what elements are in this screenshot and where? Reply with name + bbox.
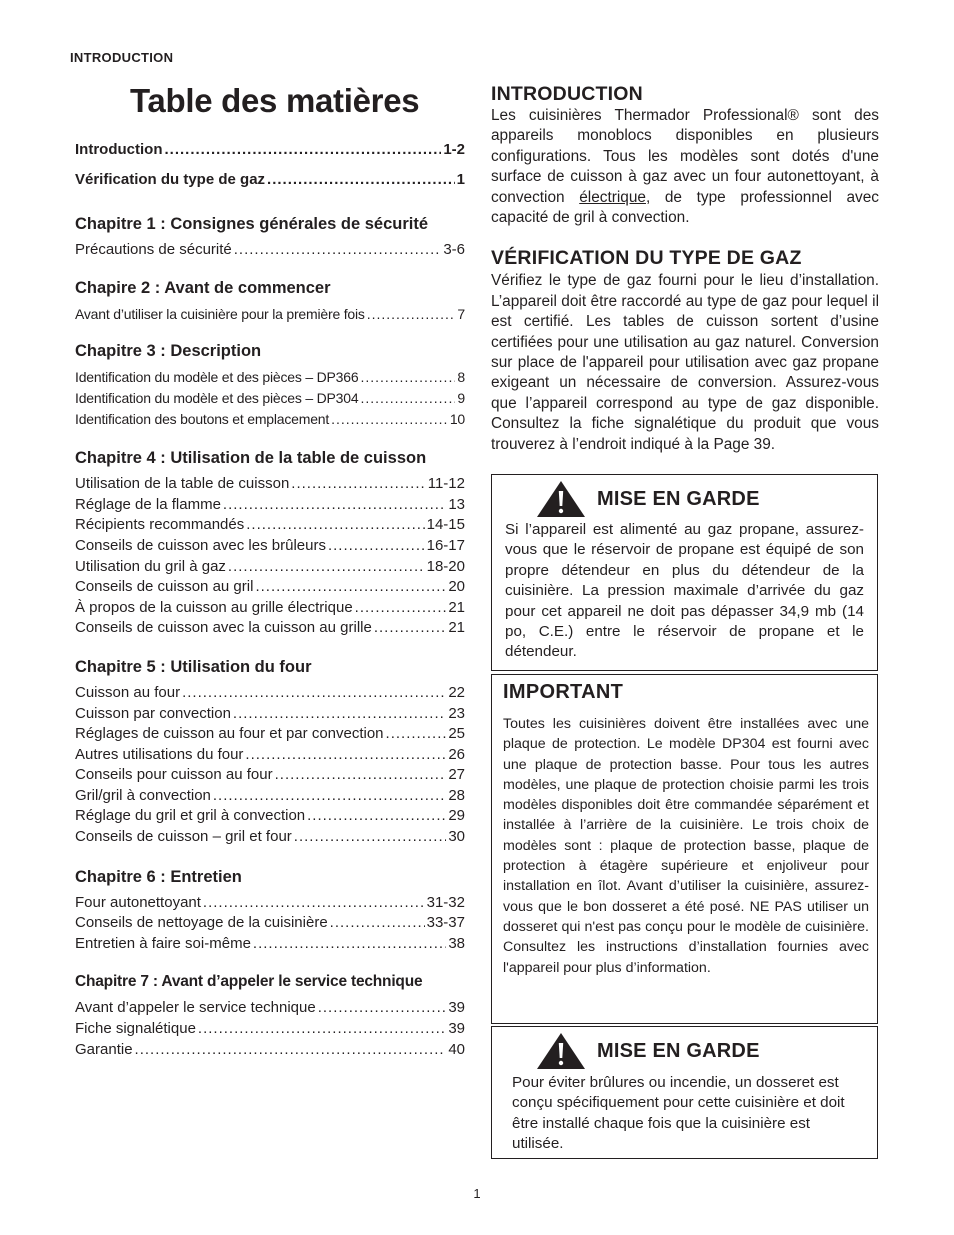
warning-header: [535, 1031, 877, 1071]
toc-chapter-heading: Chapitre 4 : Utilisation de la table de cuisson: [75, 449, 427, 468]
toc-entry-page: 10: [449, 410, 465, 427]
toc-entry-label: Four autonettoyant: [75, 893, 201, 911]
intro-heading: INTRODUCTION: [491, 83, 643, 105]
toc-entry-label: Fiche signalétique: [75, 1020, 196, 1038]
toc-entry-label: Récipients recommandés: [75, 516, 245, 534]
toc-entry-page: 21: [448, 598, 465, 616]
toc-leader-dots: [367, 304, 456, 325]
important-text: Toutes les cuisinières doivent être installées avec une plaque de protection. Le modèle DP304 est fourni avec une plaque de protection basse. Pour tous les autres modèles, une plaque de protection choisie parmi les trois modèles disponibles doit être commandée séparément et installée à l’arrière de la cuisinière. Le trois choix de modèles sont : plaque de protection basse, plaque de protection à étagère supérieure et enjoliveur pour installation en îlot. Avant d’utiliser la cuisinière, assurez-vous que le bon dosseret a été posé. NE PAS utiliser un dosseret qui n'est pas conçu pour le modèle de cuisinière. Consultez les instructions d’installation fournies avec l'appareil pour plus d’information.: [503, 716, 869, 976]
toc-entry-page: 28: [448, 786, 465, 804]
toc-entry: [75, 765, 465, 786]
important-title: IMPORTANT: [503, 681, 624, 703]
toc-entry-label: Conseils de cuisson avec les brûleurs: [75, 536, 326, 554]
toc-entry-label: Entretien à faire soi-même: [75, 934, 251, 952]
toc-entry: [75, 806, 465, 827]
toc-chapter-heading: Chapitre 5 : Utilisation du four: [75, 657, 312, 676]
toc-entry-page: 7: [457, 305, 465, 322]
toc-entry-label: Précautions de sécurité: [75, 241, 232, 259]
toc-entry-label: Autres utilisations du four: [75, 745, 244, 763]
toc-entry-page: 31-32: [426, 893, 465, 911]
toc-entry-label: Conseils de nettoyage de la cuisinière: [75, 914, 328, 932]
toc-entry-label: Avant d’utiliser la cuisinière pour la première fois: [75, 305, 365, 322]
toc-entry-page: 8: [457, 369, 465, 386]
toc-entry: [75, 786, 465, 807]
toc-entry: [75, 598, 465, 619]
warning-triangle-icon: [535, 479, 587, 519]
toc-entry-page: 27: [448, 766, 465, 784]
toc-entry: [75, 998, 465, 1019]
toc-group: [75, 213, 465, 261]
toc-leader-dots: [245, 745, 446, 766]
toc-entry-label: Réglage du gril et gril à convection: [75, 807, 306, 825]
toc-entry-page: 3-6: [443, 241, 465, 259]
toc-entry: [75, 577, 465, 598]
toc-group: [75, 971, 465, 1060]
page-number: 1: [473, 1186, 481, 1201]
toc-leader-dots: [307, 806, 446, 827]
warning-title: MISE EN GARDE: [597, 487, 760, 510]
toc-entry: [75, 388, 465, 409]
toc-leader-dots: [255, 577, 446, 598]
toc-leader-dots: [275, 765, 447, 786]
toc-entry: [75, 140, 465, 161]
toc-group: [75, 277, 465, 325]
toc-entry: [75, 827, 465, 848]
toc-entry-page: 18-20: [426, 557, 465, 575]
toc-entry-label: Conseils de cuisson – gril et four: [75, 828, 292, 846]
toc-entry: [75, 913, 465, 934]
toc-leader-dots: [213, 786, 446, 807]
toc-entry-label: Identification du modèle et des pièces – DP366: [75, 369, 359, 386]
toc-leader-dots: [182, 683, 446, 704]
toc-entry-label: Réglage de la flamme: [75, 495, 221, 513]
toc-entry: [75, 724, 465, 745]
toc-entry: [75, 409, 465, 430]
toc-entry-label: Garantie: [75, 1040, 133, 1058]
toc-group: [75, 140, 465, 190]
toc-leader-dots: [360, 388, 455, 409]
toc-leader-dots: [234, 240, 442, 261]
toc-entry-page: 11-12: [427, 475, 465, 493]
toc-entry-label: Cuisson par convection: [75, 704, 231, 722]
toc-entry-label: Utilisation de la table de cuisson: [75, 475, 290, 493]
toc-entry: [75, 515, 465, 536]
toc-leader-dots: [267, 170, 455, 191]
toc-entry-page: 16-17: [426, 536, 465, 554]
toc-entry-page: 21: [448, 619, 465, 637]
toc-entry-page: 23: [448, 704, 465, 722]
toc-chapter-heading: Chapitre 3 : Description: [75, 342, 262, 361]
toc-entry-page: 25: [448, 725, 465, 743]
intro-text: Les cuisinières Thermador Professional® sont des appareils monoblocs disponibles en plusieurs configurations. Tous les modèles sont dotés d'une surface de cuisson à gaz avec un four autonettoyant, à convection électrique, de type professionnel avec capacité de gril à convection.: [491, 107, 879, 227]
toc-chapter-heading: Chapitre 7 : Avant d’appeler le service technique: [75, 973, 423, 991]
toc-leader-dots: [386, 724, 447, 745]
toc-leader-dots: [328, 536, 425, 557]
toc-leader-dots: [294, 827, 447, 848]
toc-entry: [75, 367, 465, 388]
toc-chapter-heading: Chapitre 1 : Consignes générales de sécurité: [75, 215, 429, 234]
toc-leader-dots: [318, 998, 447, 1019]
toc-chapter-heading: Chapire 2 : Avant de commencer: [75, 278, 331, 297]
toc-entry-label: Conseils pour cuisson au four: [75, 766, 273, 784]
toc-entry-label: Avant d’appeler le service technique: [75, 999, 316, 1017]
underlined-word: électrique: [579, 188, 646, 206]
toc-entry: [75, 170, 465, 191]
warning-header: [535, 479, 877, 519]
warning-box-backguard: [491, 1026, 878, 1159]
toc-entry-label: Identification des boutons et emplacement: [75, 410, 330, 427]
toc-entry-label: Identification du modèle et des pièces – DP304: [75, 389, 359, 406]
toc-entry: [75, 618, 465, 639]
toc-entry: [75, 495, 465, 516]
toc-chapter-heading: Chapitre 6 : Entretien: [75, 867, 242, 886]
toc-leader-dots: [223, 495, 446, 516]
toc-entry-label: Cuisson au four: [75, 683, 181, 701]
toc-entry: [75, 893, 465, 914]
toc-entry-page: 1: [456, 170, 465, 188]
toc-leader-dots: [253, 934, 446, 955]
toc-entry-label: Conseils de cuisson avec la cuisson au grille: [75, 619, 372, 637]
toc-group: [75, 340, 465, 429]
toc-entry-page: 20: [448, 578, 465, 596]
toc-leader-dots: [203, 893, 425, 914]
toc-group: [75, 447, 465, 639]
toc-leader-dots: [331, 409, 448, 430]
important-box: [491, 674, 878, 1024]
toc-entry: [75, 1040, 465, 1061]
warning-triangle-icon: [535, 1031, 587, 1071]
toc-leader-dots: [374, 618, 446, 639]
toc-group: [75, 866, 465, 955]
toc-entry-page: 40: [448, 1040, 465, 1058]
toc-leader-dots: [198, 1019, 446, 1040]
toc-entry-page: 1-2: [443, 141, 465, 158]
toc-entry-label: Introduction: [75, 141, 163, 158]
toc-leader-dots: [233, 704, 446, 725]
toc-leader-dots: [246, 515, 424, 536]
toc-leader-dots: [164, 140, 441, 161]
toc-entry-page: 39: [448, 999, 465, 1017]
toc-entry: [75, 745, 465, 766]
toc-entry: [75, 536, 465, 557]
toc-leader-dots: [228, 557, 425, 578]
toc-entry: [75, 304, 465, 325]
warning-title: MISE EN GARDE: [597, 1039, 760, 1062]
warning-text: Si l’appareil est alimenté au gaz propane, assurez-vous que le réservoir de propane est équipé de son propre détendeur en plus du détendeur de la cuisinière. La pression maximale d’arrivée du gaz pour cet appareil ne doit pas dépasser 34,9 mb (14 po, C.E.) entre le réservoir de propane et le détendeur.: [505, 521, 864, 661]
toc-entry-label: À propos de la cuisson au grille électrique: [75, 598, 353, 616]
right-column: [491, 82, 879, 455]
toc-entry: [75, 474, 465, 495]
toc-title: Table des matières: [130, 82, 420, 119]
toc-entry: [75, 704, 465, 725]
toc-leader-dots: [330, 913, 425, 934]
toc-entry-label: Vérification du type de gaz: [75, 170, 266, 188]
toc-entry-page: 9: [457, 389, 465, 406]
toc-entry-page: 26: [448, 745, 465, 763]
toc-entry: [75, 557, 465, 578]
toc-entry-page: 39: [448, 1020, 465, 1038]
toc-entry: [75, 240, 465, 261]
toc-entry: [75, 934, 465, 955]
toc-leader-dots: [360, 367, 455, 388]
table-of-contents: [75, 124, 465, 1060]
section-label: INTRODUCTION: [70, 50, 174, 65]
gas-check-heading: VÉRIFICATION DU TYPE DE GAZ: [491, 247, 802, 270]
toc-group: [75, 656, 465, 848]
toc-leader-dots: [135, 1040, 447, 1061]
warning-text: Pour éviter brûlures ou incendie, un dosseret est conçu spécifiquement pour cette cuisinière et doit être installé chaque fois que la cuisinière est utilisée.: [512, 1074, 845, 1153]
toc-entry-page: 33-37: [426, 914, 465, 932]
toc-entry-page: 38: [448, 934, 465, 952]
toc-entry-page: 29: [448, 807, 465, 825]
toc-entry-label: Réglages de cuisson au four et par convection: [75, 725, 384, 743]
toc-entry-label: Conseils de cuisson au gril: [75, 578, 254, 596]
toc-entry-page: 14-15: [426, 516, 465, 534]
toc-entry-label: Gril/gril à convection: [75, 786, 211, 804]
toc-entry-page: 13: [448, 495, 465, 513]
warning-box-propane: [491, 474, 878, 671]
toc-leader-dots: [291, 474, 425, 495]
toc-leader-dots: [355, 598, 447, 619]
gas-check-text: Vérifiez le type de gaz fourni pour le lieu d’installation. L’appareil doit être raccordé au type de gaz pour lequel il est certifié. Les tables de cuisson sortent d’usine certifiées pour une utilisation au gaz naturel. Conversion sur place de l'appareil pour utilisation avec gaz propane exigeant un nécessaire de conversion. Assurez-vous que l’appareil correspond au type de gaz disponible. Consultez la fiche signalétique du produit que vous trouverez à l’endroit indiqué à la Page 39.: [491, 272, 879, 453]
toc-entry-page: 22: [448, 683, 465, 701]
toc-entry: [75, 683, 465, 704]
toc-entry-page: 30: [448, 828, 465, 846]
toc-entry-label: Utilisation du gril à gaz: [75, 557, 226, 575]
toc-entry: [75, 1019, 465, 1040]
